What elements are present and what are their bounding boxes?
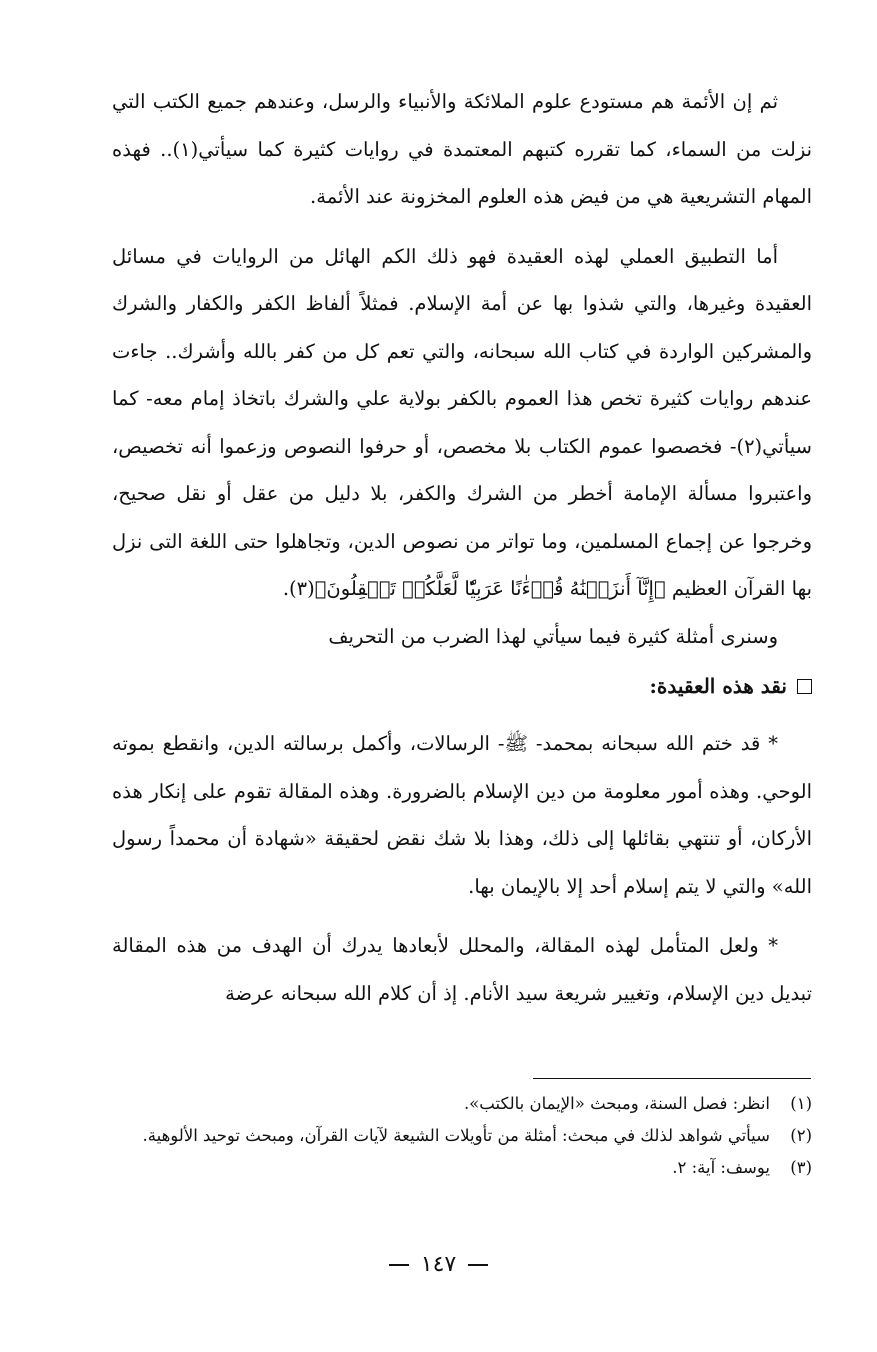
paragraph-practical-text: أما التطبيق العملي لهذه العقيدة فهو ذلك الكم الهائل من الروايات في مسائل العقيدة وغيرها، والتي شذوا بها عن أمة الإسلام. فمثلاً ألفاظ الكفر والكفار والشرك والمشركين الواردة في كتاب الله سبحانه، والتي تعم كل من كفر بالله وأشرك.. جاءت عندهم روايات كثيرة تخص هذا العموم بالكفر بولاية علي والشرك باتخاذ إمام معه- كما سيأتي(٢)- فخصصوا عموم الكتاب بلا مخصص، أو حرفوا النصوص وزعموا أنه تخصيص، واعتبروا مسألة الإمامة أخطر من الشرك والكفر، بلا دليل من عقل أو نقل صحيح، وخرجوا عن إجماع المسلمين، وما تواتر من نصوص الدين، وتجاهلوا حتى اللغة التى نزل بها القرآن العظيم (112, 244, 812, 600)
footnote-number: (١) (790, 1094, 812, 1113)
page-body (112, 78, 812, 1017)
quran-verse: ﴿إِنَّآ أَنزَلۡنَٰهُ قُرۡءَٰنًا عَرَبِيّٗا لَّعَلَّكُمۡ تَعۡقِلُونَ﴾ (314, 577, 666, 600)
footnote-text: سيأتي شواهد لذلك في مبحث: أمثلة من تأويلات الشيعة لآيات القرآن، ومبحث توحيد الألوهية. (142, 1126, 770, 1145)
checkbox-square-icon (797, 679, 812, 694)
footnote-text: يوسف: آية: ٢. (672, 1158, 770, 1177)
section-heading-text: نقد هذه العقيدة: (649, 674, 787, 698)
footnote-divider (533, 1078, 811, 1079)
footnote-number: (٢) (790, 1126, 812, 1145)
section-heading (112, 666, 812, 706)
paragraph-practical-application (112, 233, 812, 613)
page-number-dash-left (468, 1264, 488, 1266)
footnotes (112, 1088, 812, 1184)
paragraph-prophethood-seal: * قد ختم الله سبحانه بمحمد- ﷺ- الرسالات، وأكمل برسالته الدين، وانقطع بموته الوحي. وهذه أمور معلومة من دين الإسلام بالضرورة. وهذه المقالة تقوم على إنكار هذه الأركان، أو تنتهي بقائلها إلى ذلك، وهذا بلا شك نقض لحقيقة «شهادة أن محمداً رسول الله» والتي لا يتم إسلام أحد إلا بالإيمان بها. (112, 732, 812, 898)
footnote-item (112, 1120, 812, 1152)
footnote-item (112, 1088, 812, 1120)
footnote-ref-3: (٣). (282, 577, 315, 600)
footnote-text: انظر: فصل السنة، ومبحث «الإيمان بالكتب». (463, 1094, 770, 1113)
footnote-item (112, 1152, 812, 1184)
page-number-text: ١٤٧ (420, 1252, 457, 1277)
paragraph-purpose: * ولعل المتأمل لهذه المقالة، والمحلل لأبعادها يدرك أن الهدف من هذه المقالة تبديل دين الإسلام، وتغيير شريعة سيد الأنام. إذ أن كلام الله سبحانه عرضة (112, 934, 812, 1005)
paragraph-examples: وسنرى أمثلة كثيرة فيما سيأتي لهذا الضرب من التحريف (328, 624, 778, 648)
page-number-dash-right (389, 1264, 409, 1266)
footnote-number: (٣) (790, 1158, 812, 1177)
page-number (0, 1252, 877, 1277)
paragraph-imams-knowledge: ثم إن الأئمة هم مستودع علوم الملائكة والأنبياء والرسل، وعندهم جميع الكتب التي نزلت من السماء، كما تقرره كتبهم المعتمدة في روايات كثيرة كما سيأتي(١).. فهذه المهام التشريعية هي من فيض هذه العلوم المخزونة عند الأئمة. (112, 90, 813, 208)
